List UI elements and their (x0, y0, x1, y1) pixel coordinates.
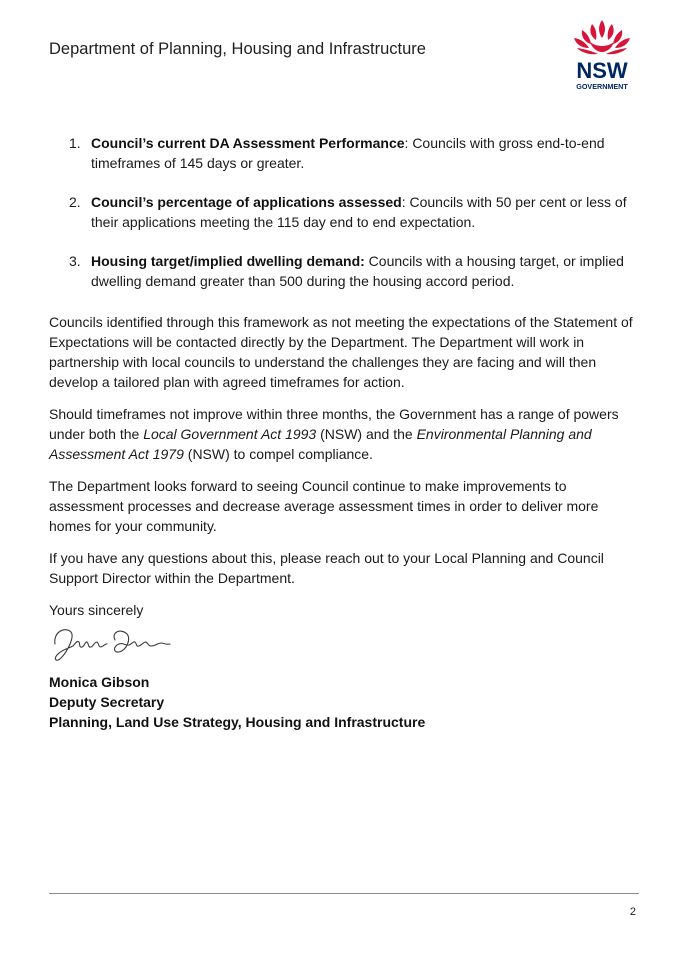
list-item-number: 3. (69, 253, 81, 269)
criterion-heading: Council’s percentage of applications assessed (91, 194, 402, 210)
signatory-name: Monica Gibson (49, 674, 150, 690)
criterion-text: Councils with a housing target, or implied dwelling demand greater than 500 during the housing accord period. (91, 253, 624, 289)
paragraph-text: (NSW) and the (316, 426, 417, 442)
paragraph-text: Should timeframes not improve within three months, the Government has a range of powers under both the (49, 406, 619, 442)
handwritten-signature (49, 622, 179, 668)
list-item-number: 1. (69, 135, 81, 151)
page-number: 2 (629, 906, 636, 918)
criterion-heading: Housing target/implied dwelling demand: (91, 253, 365, 269)
paragraph-contact: If you have any questions about this, please reach out to your Local Planning and Council Support Director within the Department. (49, 550, 604, 586)
paragraph-powers (49, 404, 639, 464)
footer-divider (49, 893, 639, 894)
list-item (49, 192, 639, 232)
closing-salutation: Yours sincerely (49, 602, 144, 618)
list-item (49, 251, 639, 291)
page-header-title: Department of Planning, Housing and Infrastructure (49, 40, 426, 58)
signatory-block (49, 672, 639, 732)
paragraph-framework: Councils identified through this framework as not meeting the expectations of the Statement of Expectations will be contacted directly by the Department. The Department will work in partnership with local councils to understand the challenges they are facing and will then develop a tailored plan with agreed timeframes for action. (49, 314, 633, 390)
nsw-government-logo (568, 18, 636, 92)
svg-text:GOVERNMENT: GOVERNMENT (576, 82, 628, 91)
svg-text:NSW: NSW (576, 58, 628, 83)
criterion-text: : Councils with gross end-to-end timeframes of 145 days or greater. (91, 135, 605, 171)
paragraph-text: (NSW) to compel compliance. (183, 446, 373, 462)
signatory-role: Deputy Secretary (49, 694, 165, 710)
assessment-criteria-list (49, 133, 639, 310)
paragraph-improvements: The Department looks forward to seeing Council continue to make improvements to assessment processes and decrease average assessment times in order to deliver more homes for your community. (49, 478, 599, 534)
act-title: Environmental Planning and Assessment Act 1979 (49, 426, 592, 462)
act-title: Local Government Act 1993 (143, 426, 317, 442)
signatory-division: Planning, Land Use Strategy, Housing and Infrastructure (49, 714, 426, 730)
waratah-icon (574, 20, 630, 54)
letter-body (49, 312, 639, 732)
criterion-heading: Council’s current DA Assessment Performance (91, 135, 405, 151)
list-item (49, 133, 639, 173)
list-item-number: 2. (69, 194, 81, 210)
criterion-text: : Councils with 50 per cent or less of their applications meeting the 115 day end to end expectation. (91, 194, 627, 230)
